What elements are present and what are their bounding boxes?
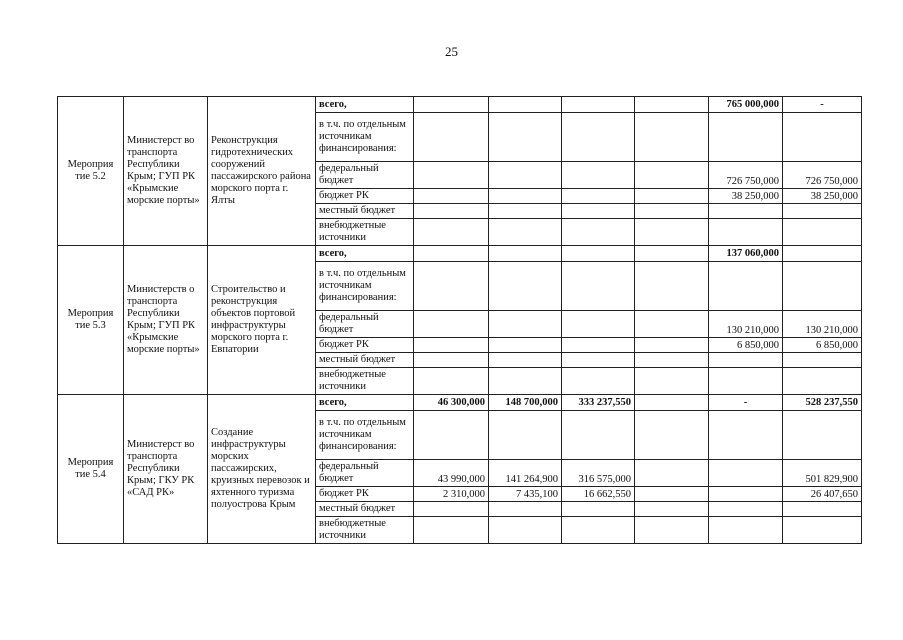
amount-cell: 26 407,650 <box>783 487 862 502</box>
funding-source-cell: внебюджетные источники <box>316 219 414 246</box>
amount-cell: 130 210,000 <box>709 311 783 338</box>
amount-cell <box>709 502 783 517</box>
amount-cell <box>414 189 489 204</box>
amount-cell <box>709 487 783 502</box>
amount-cell <box>562 262 635 311</box>
amount-cell <box>562 502 635 517</box>
funding-source-cell: всего, <box>316 395 414 411</box>
funding-source-cell: в т.ч. по отдельным источникам финансирования: <box>316 411 414 460</box>
amount-cell: 726 750,000 <box>783 162 862 189</box>
organization-cell: Министерств о транспорта Республики Крым; ГУП РК «Крымские морские порты» <box>124 246 208 395</box>
amount-cell <box>635 411 709 460</box>
funding-source-cell: бюджет РК <box>316 338 414 353</box>
amount-cell <box>635 204 709 219</box>
amount-cell <box>635 162 709 189</box>
amount-cell <box>709 368 783 395</box>
amount-cell <box>562 219 635 246</box>
amount-cell <box>635 113 709 162</box>
amount-cell <box>489 502 562 517</box>
amount-cell <box>414 517 489 544</box>
amount-cell <box>489 97 562 113</box>
amount-cell <box>489 189 562 204</box>
amount-cell: 16 662,550 <box>562 487 635 502</box>
amount-cell <box>783 411 862 460</box>
amount-cell <box>783 368 862 395</box>
amount-cell <box>635 262 709 311</box>
amount-cell <box>489 353 562 368</box>
amount-cell: 6 850,000 <box>783 338 862 353</box>
amount-cell <box>414 204 489 219</box>
amount-cell: 130 210,000 <box>783 311 862 338</box>
amount-cell <box>414 162 489 189</box>
table-row <box>58 246 862 262</box>
amount-cell <box>783 262 862 311</box>
amount-cell: 38 250,000 <box>709 189 783 204</box>
amount-cell <box>709 219 783 246</box>
amount-cell <box>783 113 862 162</box>
amount-cell: 726 750,000 <box>709 162 783 189</box>
funding-source-cell: бюджет РК <box>316 487 414 502</box>
amount-cell <box>562 338 635 353</box>
funding-source-cell: местный бюджет <box>316 353 414 368</box>
amount-cell: 7 435,100 <box>489 487 562 502</box>
amount-cell: 137 060,000 <box>709 246 783 262</box>
amount-cell: - <box>709 395 783 411</box>
amount-cell <box>635 368 709 395</box>
amount-cell <box>562 517 635 544</box>
event-name-cell: Мероприя тие 5.4 <box>58 395 124 544</box>
amount-cell <box>562 113 635 162</box>
amount-cell <box>489 517 562 544</box>
funding-source-cell: бюджет РК <box>316 189 414 204</box>
event-name-cell: Мероприя тие 5.2 <box>58 97 124 246</box>
amount-cell <box>635 97 709 113</box>
amount-cell <box>414 97 489 113</box>
amount-cell <box>489 162 562 189</box>
funding-source-cell: внебюджетные источники <box>316 517 414 544</box>
amount-cell <box>562 368 635 395</box>
amount-cell <box>562 189 635 204</box>
amount-cell <box>489 338 562 353</box>
amount-cell <box>709 113 783 162</box>
amount-cell <box>562 97 635 113</box>
amount-cell <box>414 219 489 246</box>
amount-cell <box>709 353 783 368</box>
funding-source-cell: всего, <box>316 97 414 113</box>
amount-cell <box>562 311 635 338</box>
amount-cell <box>414 411 489 460</box>
amount-cell <box>414 338 489 353</box>
amount-cell <box>783 219 862 246</box>
amount-cell <box>414 353 489 368</box>
event-name-cell: Мероприя тие 5.3 <box>58 246 124 395</box>
budget-table <box>57 96 862 544</box>
funding-source-cell: внебюджетные источники <box>316 368 414 395</box>
amount-cell <box>489 411 562 460</box>
amount-cell <box>414 311 489 338</box>
organization-cell: Министерст во транспорта Республики Крым; ГКУ РК «САД РК» <box>124 395 208 544</box>
table-row <box>58 97 862 113</box>
amount-cell: 333 237,550 <box>562 395 635 411</box>
amount-cell <box>489 113 562 162</box>
amount-cell: 501 829,900 <box>783 460 862 487</box>
amount-cell: 316 575,000 <box>562 460 635 487</box>
amount-cell <box>783 517 862 544</box>
amount-cell <box>635 246 709 262</box>
amount-cell <box>562 204 635 219</box>
amount-cell <box>489 368 562 395</box>
amount-cell <box>709 262 783 311</box>
amount-cell <box>709 411 783 460</box>
amount-cell <box>562 353 635 368</box>
amount-cell <box>489 246 562 262</box>
amount-cell: 2 310,000 <box>414 487 489 502</box>
amount-cell: 141 264,900 <box>489 460 562 487</box>
amount-cell <box>709 460 783 487</box>
amount-cell <box>635 487 709 502</box>
amount-cell <box>783 204 862 219</box>
amount-cell <box>414 113 489 162</box>
funding-source-cell: всего, <box>316 246 414 262</box>
organization-cell: Министерст во транспорта Республики Крым; ГУП РК «Крымские морские порты» <box>124 97 208 246</box>
amount-cell <box>635 517 709 544</box>
funding-source-cell: федеральный бюджет <box>316 460 414 487</box>
page-number: 25 <box>445 44 458 59</box>
funding-source-cell: в т.ч. по отдельным источникам финансирования: <box>316 262 414 311</box>
amount-cell: 43 990,000 <box>414 460 489 487</box>
amount-cell <box>635 338 709 353</box>
amount-cell <box>635 189 709 204</box>
amount-cell <box>414 368 489 395</box>
amount-cell <box>489 204 562 219</box>
amount-cell <box>414 246 489 262</box>
funding-source-cell: в т.ч. по отдельным источникам финансирования: <box>316 113 414 162</box>
amount-cell <box>414 262 489 311</box>
amount-cell: 765 000,000 <box>709 97 783 113</box>
funding-source-cell: местный бюджет <box>316 502 414 517</box>
table-row <box>58 395 862 411</box>
amount-cell <box>489 262 562 311</box>
amount-cell <box>709 517 783 544</box>
funding-source-cell: местный бюджет <box>316 204 414 219</box>
amount-cell <box>783 353 862 368</box>
description-cell: Реконструкция гидротехнических сооружений пассажирского района морского порта г. Ялты <box>208 97 316 246</box>
amount-cell: 38 250,000 <box>783 189 862 204</box>
amount-cell <box>562 411 635 460</box>
amount-cell: 6 850,000 <box>709 338 783 353</box>
description-cell: Создание инфраструктуры морских пассажирских, круизных перевозок и яхтенного туризма полуострова Крым <box>208 395 316 544</box>
amount-cell <box>635 311 709 338</box>
amount-cell <box>489 219 562 246</box>
amount-cell: 46 300,000 <box>414 395 489 411</box>
amount-cell <box>635 219 709 246</box>
funding-source-cell: федеральный бюджет <box>316 162 414 189</box>
amount-cell <box>635 502 709 517</box>
amount-cell: 528 237,550 <box>783 395 862 411</box>
amount-cell <box>635 353 709 368</box>
amount-cell <box>709 204 783 219</box>
amount-cell <box>489 311 562 338</box>
amount-cell: - <box>783 97 862 113</box>
amount-cell <box>414 502 489 517</box>
amount-cell <box>562 246 635 262</box>
amount-cell <box>783 246 862 262</box>
table-body <box>58 97 862 544</box>
amount-cell <box>635 460 709 487</box>
amount-cell <box>635 395 709 411</box>
funding-source-cell: федеральный бюджет <box>316 311 414 338</box>
amount-cell <box>783 502 862 517</box>
description-cell: Строительство и реконструкция объектов портовой инфраструктуры морского порта г. Евпатории <box>208 246 316 395</box>
amount-cell <box>562 162 635 189</box>
amount-cell: 148 700,000 <box>489 395 562 411</box>
